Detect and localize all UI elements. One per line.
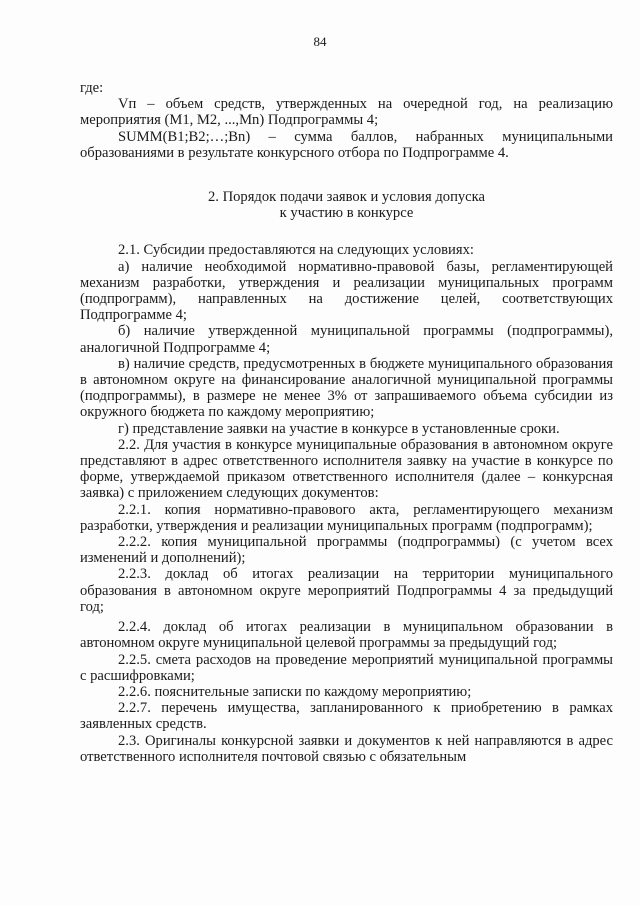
condition-b: б) наличие утвержденной муниципальной программы (подпрограммы), аналогичной Подпрограмме 4; <box>80 323 613 356</box>
item-2-2-5: 2.2.5. смета расходов на проведение мероприятий муниципальной программы с расшифровками; <box>80 651 613 684</box>
condition-v: в) наличие средств, предусмотренных в бюджете муниципального образования в автономном округе на финансирование аналогичной муниципальной программы (подпрограммы), в размере не менее 3% от запрашиваемого объема субсидии из окружного бюджета по каждому мероприятию; <box>80 355 613 421</box>
item-2-2-3: 2.2.3. доклад об итогах реализации на территории муниципального образования в автономном округе мероприятий Подпрограммы 4 за предыдущий год; <box>80 566 613 615</box>
item-2-2-7: 2.2.7. перечень имущества, запланированного к приобретению в рамках заявленных средств. <box>80 700 613 733</box>
item-2-2-2: 2.2.2. копия муниципальной программы (подпрограммы) (с учетом всех изменений и дополнений); <box>80 534 613 567</box>
spacer <box>80 161 613 189</box>
definition-summ: SUMM(B1;B2;…;Bn) – сумма баллов, набранных муниципальными образованиями в результате конкурсного отбора по Подпрограмме 4. <box>80 128 613 161</box>
spacer <box>80 221 613 242</box>
section-heading-line2: к участию в конкурсе <box>279 205 414 222</box>
paragraph-2-3: 2.3. Оригиналы конкурсной заявки и документов к ней направляются в адрес ответственного исполнителя почтовой связью с обязательным <box>80 732 613 765</box>
item-2-2-4: 2.2.4. доклад об итогах реализации в муниципальном образовании в автономном округе муниципальной целевой программы за предыдущий год; <box>80 619 613 652</box>
section-heading-line1: 2. Порядок подачи заявок и условия допуска <box>207 189 485 206</box>
condition-g: г) представление заявки на участие в конкурсе в установленные сроки. <box>118 420 560 437</box>
item-2-2-1: 2.2.1. копия нормативно-правового акта, регламентирующего механизм разработки, утверждения и реализации муниципальных программ (подпрограмм); <box>80 501 613 534</box>
document-body <box>80 80 613 765</box>
definition-v: Vп – объем средств, утвержденных на очередной год, на реализацию мероприятия (M1, M2, ...,Mn) Подпрограммы 4; <box>80 96 613 129</box>
item-2-2-6: 2.2.6. пояснительные записки по каждому мероприятию; <box>118 683 472 700</box>
condition-a: а) наличие необходимой нормативно-правовой базы, регламентирующей механизм разработки, утверждения и реализации муниципальных программ (подпрограмм), направленных на достижение целей, соответствующих Подпрограмме 4; <box>80 258 613 324</box>
paragraph-2-1: 2.1. Субсидии предоставляются на следующих условиях: <box>118 242 474 259</box>
paragraph-2-2: 2.2. Для участия в конкурсе муниципальные образования в автономном округе представляют в адрес ответственного исполнителя заявку на участие в конкурсе по форме, утверждаемой приказом ответственного исполнителя (далее – конкурсная заявка) с приложением следующих документов: <box>80 436 613 502</box>
where-label: где: <box>80 80 104 96</box>
page-number: 84 <box>313 34 327 49</box>
